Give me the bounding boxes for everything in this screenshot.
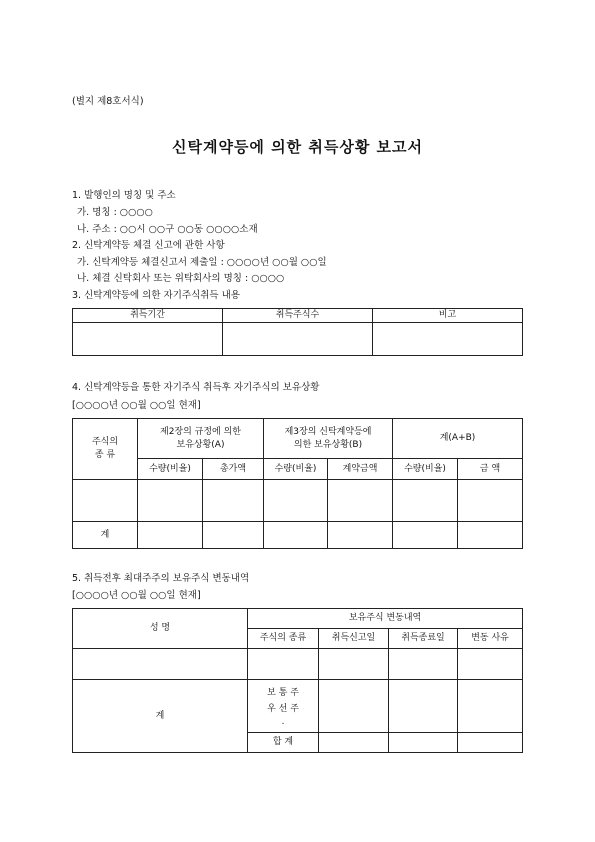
document-title: 신탁계약등에 의한 취득상황 보고서 [171, 138, 424, 156]
header-stock-type [73, 419, 138, 480]
total-row-label: 계 [73, 522, 138, 549]
data-cell [138, 522, 203, 549]
header-group-total: 계(A+B) [393, 419, 523, 459]
data-cell [248, 649, 319, 680]
data-cell [203, 480, 264, 522]
section-4-title: 4. 신탁계약등을 통한 자기주식 취득후 자기주식의 보유상황 [72, 382, 320, 393]
data-cell [264, 522, 328, 549]
header-remarks: 비고 [373, 309, 523, 323]
data-cell [264, 480, 328, 522]
section-5-title: 5. 취득전후 최대주주의 보유주식 변동내역 [72, 573, 250, 584]
data-cell [458, 733, 523, 753]
section-2-title: 2. 신탁계약등 체결 신고에 관한 사항 [72, 240, 225, 251]
acquisition-table [72, 308, 523, 356]
sub-qty-a: 수량(비율) [138, 459, 203, 480]
data-cell [393, 480, 458, 522]
cell-remarks [373, 323, 523, 356]
data-cell [458, 522, 523, 549]
data-cell [138, 480, 203, 522]
data-cell [458, 649, 523, 680]
sub-change-reason: 변동 사유 [458, 629, 523, 649]
kind-preferred: 우 선 주 [267, 704, 299, 714]
issuer-address: 나. 주소 : ○○시 ○○구 ○○동 ○○○○소재 [77, 224, 258, 235]
data-cell [393, 522, 458, 549]
data-cell [203, 522, 264, 549]
sub-end-date: 취득종료일 [389, 629, 458, 649]
data-cell [389, 733, 458, 753]
data-cell [328, 522, 393, 549]
data-cell [328, 480, 393, 522]
trust-company-name: 나. 체결 신탁회사 또는 위탁회사의 명칭 : ○○○○ [77, 273, 285, 284]
sub-total-value: 총가액 [203, 459, 264, 480]
cell-shares [223, 323, 373, 356]
issuer-name: 가. 명칭 : ○○○○ [77, 207, 153, 218]
form-label: (별지 제8호서식) [72, 96, 144, 107]
header-group-a [138, 419, 264, 459]
section-5-date: [○○○○년 ○○월 ○○일 현재] [72, 590, 201, 601]
stock-kind-list [248, 680, 319, 733]
data-cell [389, 649, 458, 680]
section-3-title: 3. 신탁계약등에 의한 자기주식취득 내용 [72, 290, 240, 301]
header-holdings-change: 보유주식 변동내역 [248, 609, 523, 629]
sum-label: 합 계 [248, 733, 319, 753]
data-cell [73, 649, 248, 680]
header-acquisition-period: 취득기간 [73, 309, 223, 323]
header-stock-type-line1: 주식의 [91, 437, 119, 447]
submission-date: 가. 신탁계약등 체결신고서 제출일 : ○○○○년 ○○월 ○○일 [77, 257, 327, 268]
header-name: 성 명 [73, 609, 248, 649]
data-cell [389, 680, 458, 733]
holdings-table [72, 418, 523, 549]
total-row-label: 계 [73, 680, 248, 753]
header-group-a-line1: 제2장의 규정에 의한 [160, 426, 242, 437]
data-cell [458, 480, 523, 522]
sub-qty-total: 수량(비율) [393, 459, 458, 480]
header-group-a-line2: 보유상황(A) [176, 439, 225, 450]
sub-contract-amount: 계약금액 [328, 459, 393, 480]
data-cell [458, 680, 523, 733]
header-acquired-shares: 취득주식수 [223, 309, 373, 323]
sub-qty-b: 수량(비율) [264, 459, 328, 480]
major-shareholder-table [72, 608, 523, 753]
data-cell [319, 733, 389, 753]
header-group-b-line1: 제3장의 신탁계약등에 [284, 426, 372, 437]
data-cell [319, 649, 389, 680]
kind-more: . [281, 717, 285, 727]
data-cell [73, 480, 138, 522]
header-group-b-line2: 의한 보유상황(B) [293, 439, 363, 450]
sub-amount: 금 액 [458, 459, 523, 480]
sub-report-date: 취득신고일 [319, 629, 389, 649]
header-stock-type-line2: 종 류 [94, 450, 116, 460]
kind-common: 보 통 주 [267, 688, 299, 698]
cell-period [73, 323, 223, 356]
data-cell [319, 680, 389, 733]
section-4-date: [○○○○년 ○○월 ○○일 현재] [72, 400, 201, 411]
sub-stock-type: 주식의 종류 [248, 629, 319, 649]
section-1-title: 1. 발행인의 명칭 및 주소 [72, 190, 176, 201]
header-group-b [264, 419, 393, 459]
